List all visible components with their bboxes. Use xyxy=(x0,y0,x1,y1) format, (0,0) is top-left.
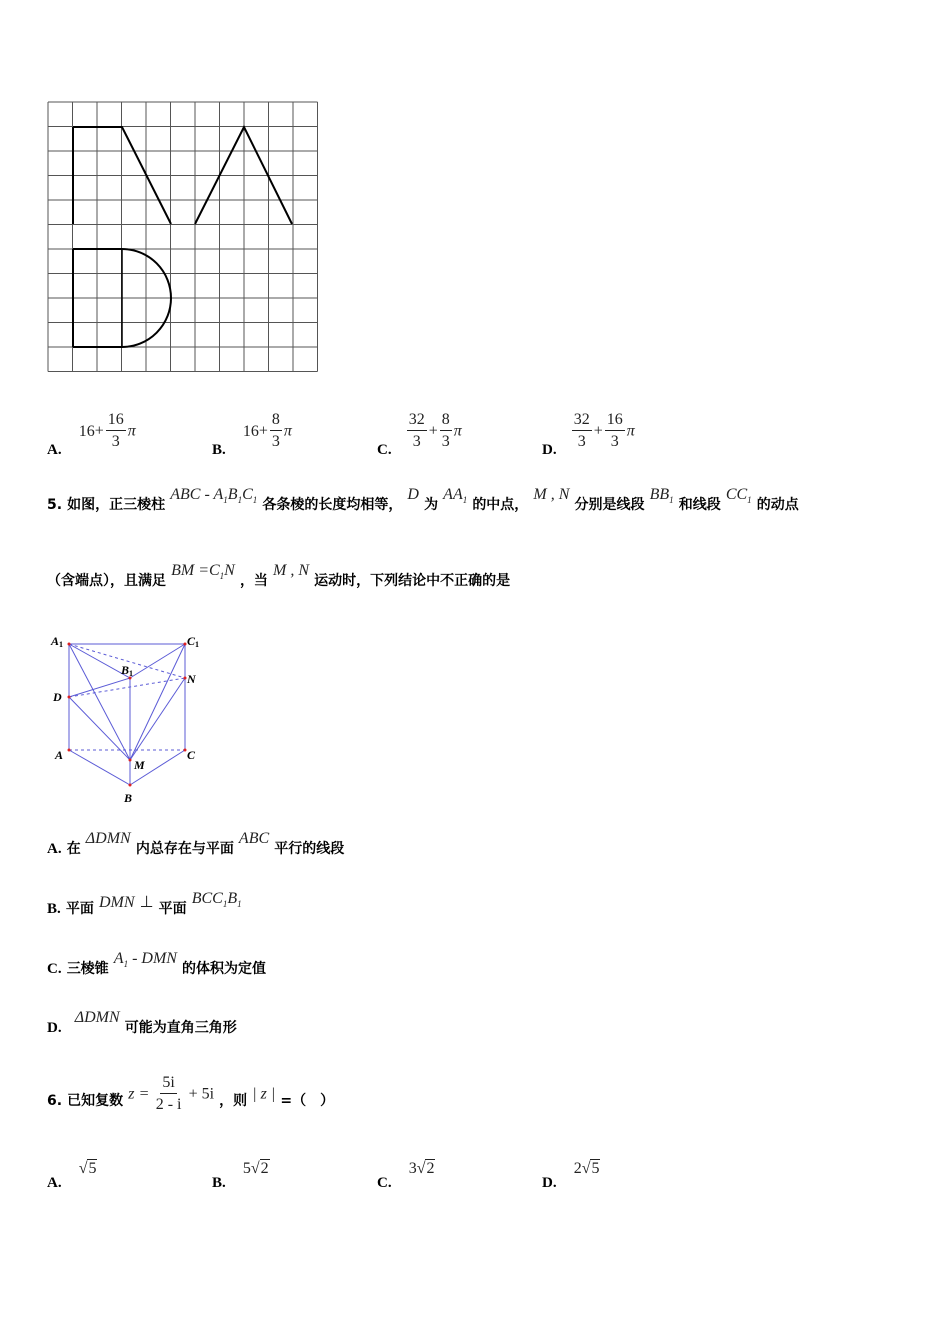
label-b: B xyxy=(124,791,133,805)
label-a1: A1 xyxy=(51,634,64,649)
q4-option-b[interactable]: B. 16+ $\frac{8}{3}$ π xyxy=(212,411,292,458)
q6-option-d[interactable]: D. 2√5 xyxy=(542,1160,600,1191)
label-c: C xyxy=(187,748,196,762)
q5-option-b[interactable]: B. 平面 DMN ⊥ 平面 $BCC_1B_1$ xyxy=(47,890,242,917)
prism-figure xyxy=(47,630,217,810)
q6-option-b[interactable]: B. 5√2 xyxy=(212,1160,269,1191)
q6-option-a[interactable]: A. √5 xyxy=(47,1160,97,1191)
q5-option-a[interactable]: A. 在 ΔDMN 内总存在与平面 ABC 平行的线段 xyxy=(47,830,345,857)
q5-stem-line1: 5. 如图，正三棱柱 ABC - $A_1B_1C_1$ 各条棱的长度均相等， D 为 $AA_1$ 的中点， M , N 分别是线段 $BB_1$ 和线段 $CC_1$ 的动点 xyxy=(47,486,799,513)
three-view-figure xyxy=(47,101,320,376)
label-c1: C1 xyxy=(187,634,200,649)
label-d: D xyxy=(53,690,62,704)
q4-option-c[interactable]: C. $\frac{32}{3}$ + $\frac{8}{3}$ π xyxy=(377,411,462,458)
view-shapes xyxy=(73,127,292,347)
label-b1: B1 xyxy=(121,663,134,678)
q6-option-c[interactable]: C. 3√2 xyxy=(377,1160,435,1191)
label-a: A xyxy=(55,748,64,762)
q5-option-d[interactable]: D. ΔDMN 可能为直角三角形 xyxy=(47,1009,237,1036)
q6-stem: 6. 已知复数 z = $\frac{5i}{2 - i}$ + 5i ，则 | z | =（ ） xyxy=(47,1074,335,1113)
q5-stem-line2: （含端点），且满足 BM $=C_1N$ ，当 M , N 运动时，下列结论中不正确的是 xyxy=(47,562,511,589)
q5-option-c[interactable]: C. 三棱锥 $A_1$ - DMN 的体积为定值 xyxy=(47,950,267,977)
q4-option-a[interactable]: A. 16+ $\frac{16}{3}$ π xyxy=(47,411,136,458)
label-n: N xyxy=(187,672,196,686)
grid-lines xyxy=(48,102,318,372)
label-m: M xyxy=(134,758,145,772)
q4-option-d[interactable]: D. $\frac{32}{3}$ + $\frac{16}{3}$ π xyxy=(542,411,635,458)
